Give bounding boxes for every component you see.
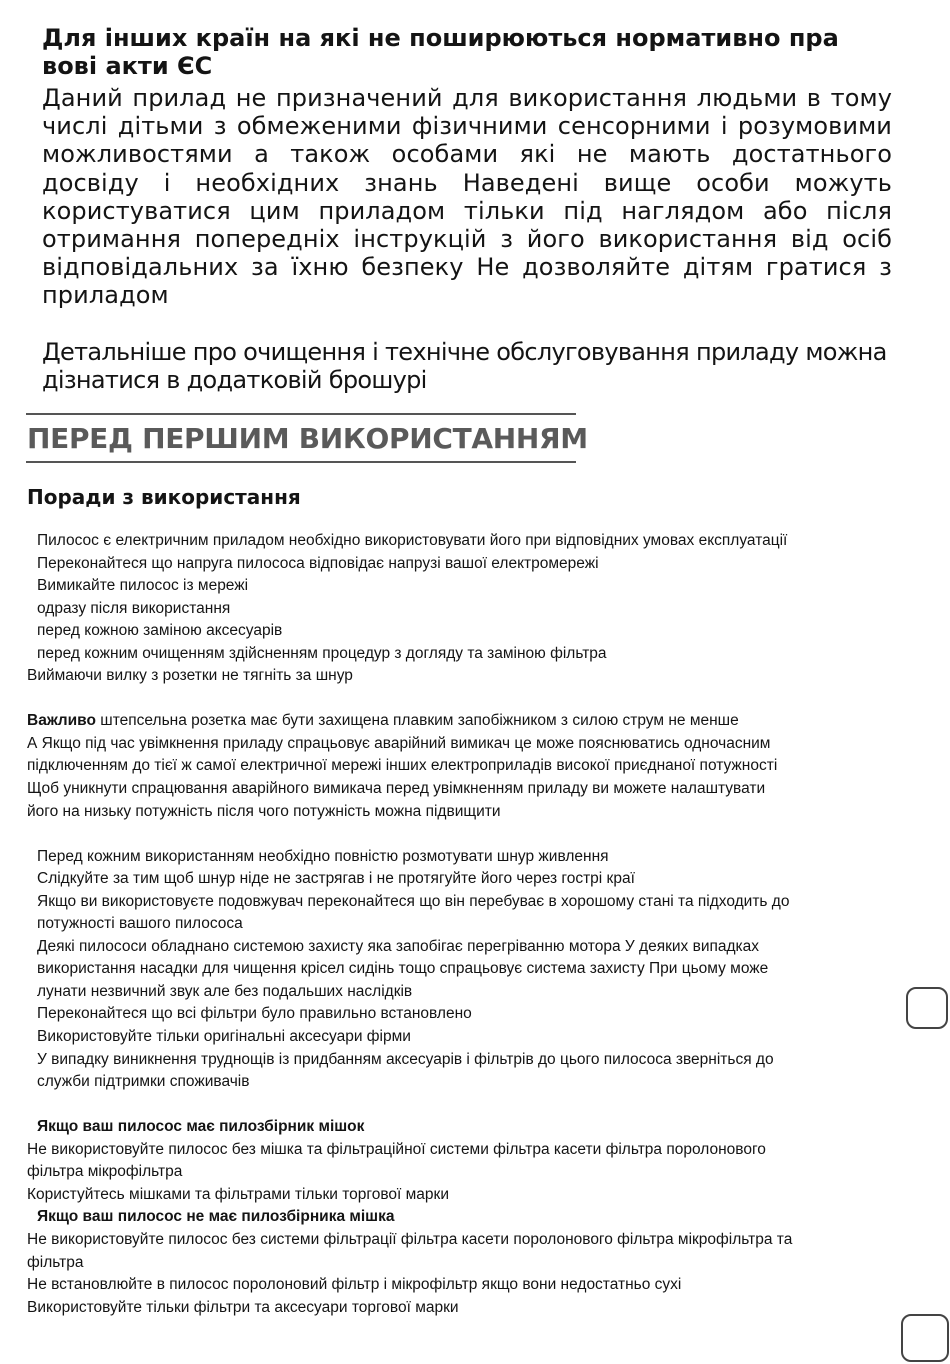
tip-line: потужності вашого пилососа: [37, 915, 243, 933]
nobag-heading: Якщо ваш пилосос не має пилозбірника мішка: [37, 1208, 395, 1226]
intro-title: Для інших країн на які не поширюються нормативно пра вові акти ЄС: [42, 24, 839, 80]
tip-line: Не встановлюйте в пилосос поролоновий фільтр і мікрофільтр якщо вони недостатньо сухі: [27, 1276, 682, 1294]
tip-line: Використовуйте тільки фільтри та аксесуари торгової марки: [27, 1298, 459, 1316]
tip-line: одразу після використання: [37, 599, 231, 617]
spacer: [27, 1094, 895, 1117]
tip-line: використання насадки для чищення крісел сидінь тощо спрацьовує система захисту При цьому може: [37, 960, 769, 978]
section-title: ПЕРЕД ПЕРШИМ ВИКОРИСТАННЯМ: [27, 422, 588, 455]
tip-line: фільтра: [27, 1253, 84, 1271]
intro-note: Детальніше про очищення і технічне обслуговування приладу можна дізнатися в додатковій брошурі: [42, 338, 887, 394]
sub-heading: Поради з використання: [27, 485, 301, 509]
spacer: [27, 688, 895, 711]
spacer: [27, 823, 895, 846]
intro-body: Даний прилад не призначений для використання людьми в тому числі дітьми з обмеженими фізичними сенсорними і розумовими можливостями а також особами які не мають достатнього досвіду і необхідних знань Наведені вище особи можуть користуватися цим приладом тільки під наглядом або після отримання попередніх інструкцій з його використання від осіб відповідальних за їхню безпеку Не дозволяйте дітям гратися з приладом: [42, 84, 892, 310]
tip-line: Перед кожним використанням необхідно повністю розмотувати шнур живлення: [37, 847, 609, 865]
tip-line: Використовуйте тільки оригінальні аксесуари фірми: [37, 1028, 411, 1046]
tip-line: У випадку виникнення труднощів із придбанням аксесуарів і фільтрів до цього пилососа зверніться до: [37, 1050, 774, 1068]
tip-line: Щоб уникнути спрацювання аварійного вимикача перед увімкненням приладу ви можете налаштувати: [27, 780, 766, 798]
tip-line: Не використовуйте пилосос без системи фільтрації фільтра касети поролонового фільтра мікрофільтра та: [27, 1230, 793, 1248]
section-rule-bottom: [26, 461, 576, 463]
usage-tips: [27, 530, 895, 1319]
tip-line: Деякі пилососи обладнано системою захисту яка запобігає перегріванню мотора У деяких випадках: [37, 937, 760, 955]
important-line: [27, 710, 895, 733]
tip-line: А Якщо під час увімкнення приладу спрацьовує аварійний вимикач це може пояснюватись одночасним: [27, 734, 771, 752]
tip-line: його на низьку потужність після чого потужність можна підвищити: [27, 802, 501, 820]
tip-line: служби підтримки споживачів: [37, 1073, 250, 1091]
tip-line: Вимикайте пилосос із мережі: [37, 577, 249, 595]
tip-line: Переконайтеся що напруга пилососа відповідає напрузі вашої електромережі: [37, 554, 599, 572]
tip-line: Виймаючи вилку з розетки не тягніть за шнур: [27, 667, 353, 685]
tip-line: фільтра мікрофільтра: [27, 1163, 183, 1181]
section-rule-top: [26, 413, 576, 415]
tip-line: Не використовуйте пилосос без мішка та фільтраційної системи фільтра касети фільтра поролонового: [27, 1140, 766, 1158]
tip-line: підключенням до тієї ж самої електричної мережі інших електроприладів високої приєднаної потужності: [27, 757, 778, 775]
tip-line: перед кожною заміною аксесуарів: [37, 622, 283, 640]
language-tab-marker: [906, 987, 948, 1029]
tip-line: Переконайтеся що всі фільтри було правильно встановлено: [37, 1005, 472, 1023]
tip-line: лунати незвичний звук але без подальших наслідків: [37, 982, 413, 1000]
tip-line: Користуйтесь мішками та фільтрами тільки торгової марки: [27, 1185, 449, 1203]
page-number-box: [901, 1314, 949, 1362]
bag-heading: Якщо ваш пилосос має пилозбірник мішок: [37, 1118, 365, 1136]
tip-line: Слідкуйте за тим щоб шнур ніде не застрягав і не протягуйте його через гострі краї: [37, 870, 635, 888]
tip-line: перед кожним очищенням здійсненням процедур з догляду та заміною фільтра: [37, 644, 607, 662]
important-label: Важливо: [27, 712, 96, 730]
tip-line: Пилосос є електричним приладом необхідно використовувати його при відповідних умовах експлуатації: [37, 532, 788, 549]
tip-line: Якщо ви використовуєте подовжувач переконайтеся що він перебуває в хорошому стані та підходить до: [37, 892, 790, 910]
important-text: штепсельна розетка має бути захищена плавким запобіжником з силою струм не менше: [95, 712, 739, 730]
